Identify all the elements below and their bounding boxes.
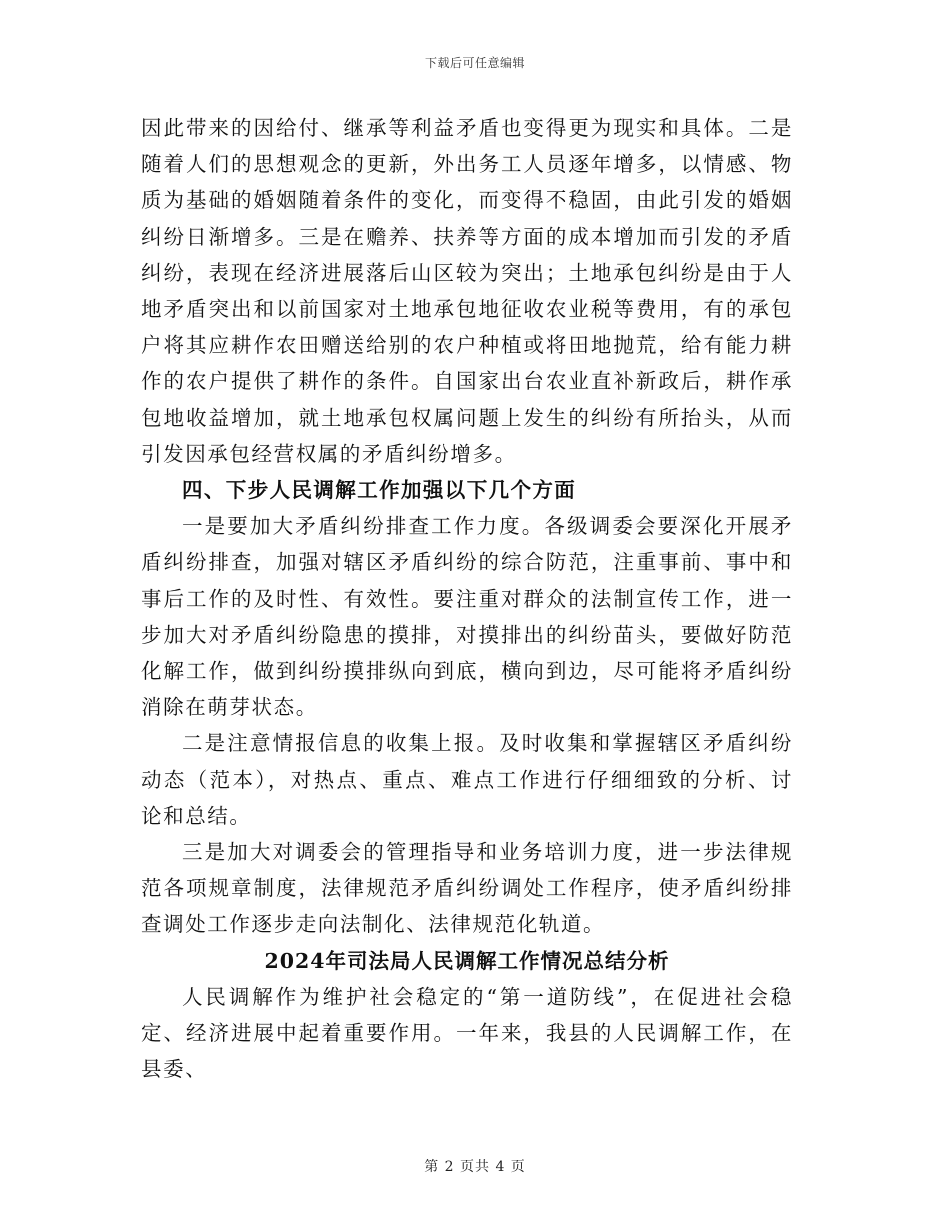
paragraph-item-2: 二是注意情报信息的收集上报。及时收集和掌握辖区矛盾纠纷动态（范本），对热点、重点、难点工作进行仔细细致的分析、讨论和总结。 bbox=[141, 731, 793, 828]
paragraph-item-1: 一是要加大矛盾纠纷排查工作力度。各级调委会要深化开展矛盾纠纷排查，加强对辖区矛盾纠纷的综合防范，注重事前、事中和事后工作的及时性、有效性。要注重对群众的法制宣传工作，进一步加大对矛盾纠纷隐患的摸排，对摸排出的纠纷苗头，要做好防范化解工作，做到纠纷摸排纵向到底，横向到边，尽可能将矛盾纠纷消除在萌芽状态。 bbox=[141, 514, 793, 720]
page-header: 下载后可任意编辑 bbox=[424, 56, 525, 70]
document-title: 2024年司法局人民调解工作情况总结分析 bbox=[264, 948, 670, 973]
page-number: 第 2 页共 4 页 bbox=[424, 1159, 526, 1175]
paragraph-item-3: 三是加大对调委会的管理指导和业务培训力度，进一步法律规范各项规章制度，法律规范矛盾纠纷调处工作程序，使矛盾纠纷排查调处工作逐步走向法制化、法律规范化轨道。 bbox=[141, 840, 793, 937]
paragraph-continuation: 因此带来的因给付、继承等利益矛盾也变得更为现实和具体。二是随着人们的思想观念的更新，外出务工人员逐年增多，以情感、物质为基础的婚姻随着条件的变化，而变得不稳固，由此引发的婚姻纠纷日渐增多。三是在赡养、扶养等方面的成本增加而引发的矛盾纠纷，表现在经济进展落后山区较为突出；土地承包纠纷是由于人地矛盾突出和以前国家对土地承包地征收农业税等费用，有的承包户将其应耕作农田赠送给别的农户种植或将田地抛荒，给有能力耕作的农户提供了耕作的条件。自国家出台农业直补新政后，耕作承包地收益增加，就土地承包权属问题上发生的纠纷有所抬头，从而引发因承包经营权属的矛盾纠纷增多。 bbox=[141, 116, 793, 466]
paragraph-intro: 人民调解作为维护社会稳定的“第一道防线”，在促进社会稳定、经济进展中起着重要作用。一年来，我县的人民调解工作，在县委、 bbox=[141, 984, 793, 1082]
section-heading: 四、下步人民调解工作加强以下几个方面 bbox=[182, 478, 577, 503]
document-body bbox=[141, 110, 793, 1087]
